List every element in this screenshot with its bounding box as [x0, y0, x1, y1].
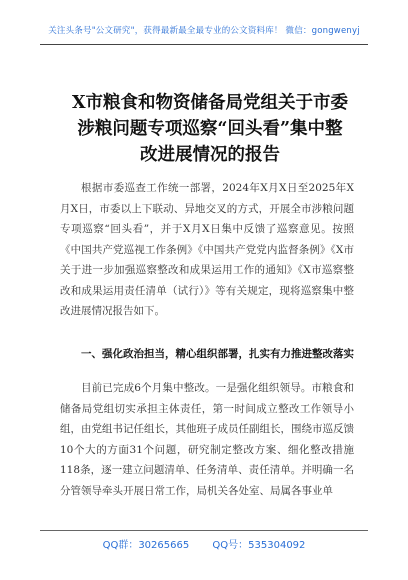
- section-heading-1: 一、强化政治担当，精心组织部署，扎实有力推进整改落实: [81, 348, 354, 360]
- footer-qq-group: QQ群：30265665: [102, 540, 190, 551]
- footer-qq-number: QQ号：535304092: [212, 540, 306, 551]
- document-title: X市粮食和物资储备局党组关于市委涉粮问题专项巡察“回头看”集中整改进展情况的报告: [71, 93, 349, 165]
- header-divider: [40, 44, 368, 45]
- footer: [0, 536, 408, 551]
- footer-divider: [40, 530, 368, 531]
- header-note: 关注头条号"公文研究"，获得最新最全最专业的公文资料库！ 微信：gongwenyj: [48, 26, 360, 36]
- intro-paragraph: 根据市委巡查工作统一部署，2024年X月X日至2025年X月X日，市委以上下联动、异地交叉的方式，开展全市涉粮问题专项巡察“回头看”，并于X月X日集中反馈了巡察意见。按照《中国共产党巡视工作条例》《中国共产党党内监督条例》《X市关于进一步加强巡察整改和成果运用工作的通知》《X市巡察整改和成果运用责任清单（试行）》等有关规定，现将巡察集中整改进展情况报告如下。: [60, 182, 354, 317]
- section-body-1: 目前已完成6个月集中整改。一是强化组织领导。市粮食和储备局党组切实承担主体责任，第一时间成立整改工作领导小组，由党组书记任组长，其他班子成员任副组长，围绕市巡反馈10个大的方面31个问题，研究制定整改方案、细化整改措施118条，逐一建立问题清单、任务清单、责任清单。并明确一名分管领导牵头开展日常工作，局机关各处室、局属各事业单: [60, 382, 354, 497]
